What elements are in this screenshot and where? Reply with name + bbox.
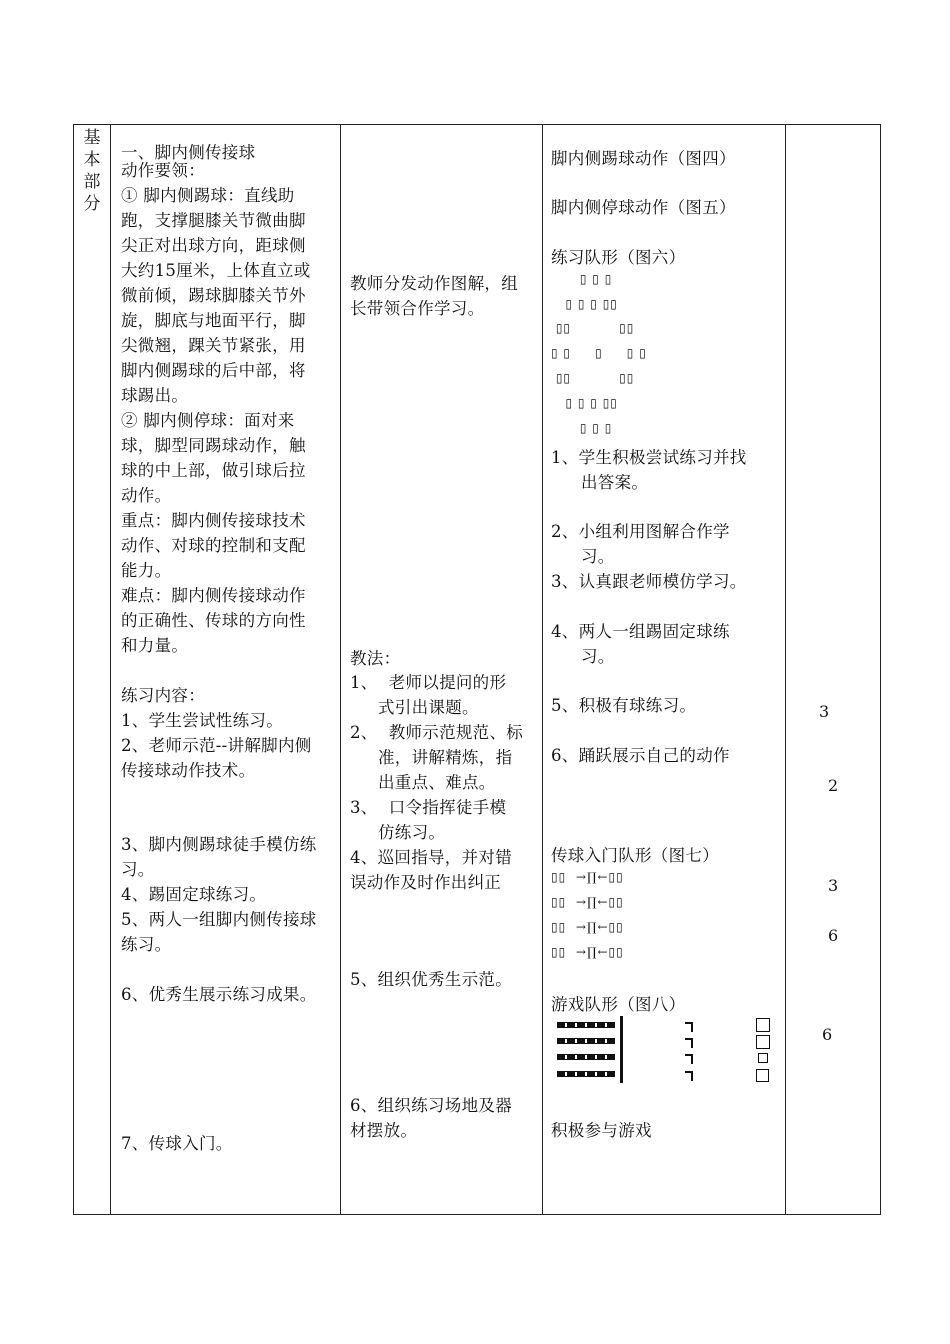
method-item: 材摆放。: [350, 1121, 418, 1140]
figure-caption: 练习队形（图六）: [551, 248, 686, 267]
formation-row: ▯ ▯ ▯ ▯▯: [551, 396, 618, 410]
goal-box-icon: [758, 1053, 768, 1063]
content-line: 动作要领：: [121, 161, 205, 180]
content-line: ① 脚内侧踢球：直线助: [121, 186, 295, 205]
content-line: 脚内侧踢球的后中部，将: [121, 361, 306, 380]
method-intro: 长带领合作学习。: [350, 299, 485, 318]
practice-item: 练习。: [121, 935, 172, 954]
count-value: 3: [819, 702, 830, 721]
team-row: [557, 1038, 615, 1044]
content-line: 球的中上部，做引球后拉: [121, 461, 306, 480]
content-line: 难点：脚内侧传接球动作: [121, 586, 306, 605]
team-row: [557, 1054, 615, 1060]
method-item: 仿练习。: [378, 823, 446, 842]
content-line: 大约15厘米，上体直立或: [121, 261, 311, 280]
formation-row: ▯▯ ▯▯: [551, 371, 635, 385]
practice-item: 习。: [121, 860, 155, 879]
content-line: 微前倾，踢球脚膝关节外: [121, 286, 306, 305]
count-value: 2: [828, 776, 839, 795]
formation-row: ▯ ▯ ▯ ▯ ▯: [551, 346, 647, 360]
student-item: 习。: [581, 547, 615, 566]
team-row: [557, 1071, 615, 1077]
student-item: 4、两人一组踢固定球练: [551, 622, 730, 641]
formation-row: ▯▯ →∏←▯▯: [551, 920, 624, 934]
student-item: 1、学生积极尝试练习并找: [551, 448, 747, 467]
marker-icon: [691, 1054, 693, 1064]
formation-row: ▯ ▯ ▯ ▯▯: [551, 297, 618, 311]
formation-row: ▯ ▯ ▯: [551, 421, 613, 435]
figure-caption: 脚内侧停球动作（图五）: [551, 198, 736, 217]
section-label: 基 本 部 分: [83, 128, 101, 214]
practice-item: 5、两人一组脚内侧传接球: [121, 910, 317, 929]
practice-item: 6、优秀生展示练习成果。: [121, 985, 317, 1004]
method-intro: 教师分发动作图解，组: [350, 274, 518, 293]
method-item: 2、 教师示范规范、标: [350, 723, 524, 742]
content-line: 跑，支撑腿膝关节微曲脚: [121, 211, 306, 230]
student-item: 出答案。: [581, 473, 649, 492]
figure-caption: 游戏队形（图八）: [551, 995, 686, 1014]
method-item: 5、组织优秀生示范。: [350, 970, 512, 989]
figure-caption: 传球入门队形（图七）: [551, 846, 719, 865]
practice-title: 练习内容：: [121, 686, 205, 705]
method-item: 4、巡回指导，并对错: [350, 848, 512, 867]
formation-row: ▯▯ →∏←▯▯: [551, 895, 624, 909]
marker-icon: [691, 1022, 693, 1032]
practice-item: 2、老师示范--讲解脚内侧: [121, 736, 312, 755]
practice-item: 4、踢固定球练习。: [121, 885, 267, 904]
formation-row: ▯▯ →∏←▯▯: [551, 945, 624, 959]
method-item: 出重点、难点。: [378, 773, 496, 792]
column-divider: [542, 124, 543, 1215]
method-title: 教法：: [350, 649, 401, 668]
formation-row: ▯ ▯ ▯: [551, 272, 613, 286]
practice-item: 传接球动作技术。: [121, 761, 256, 780]
column-divider: [785, 124, 786, 1215]
student-item: 积极参与游戏: [551, 1121, 652, 1140]
goal-box-icon: [756, 1035, 770, 1049]
count-value: 6: [828, 926, 839, 945]
method-item: 6、组织练习场地及器: [350, 1096, 512, 1115]
marker-icon: [691, 1071, 693, 1081]
goal-box-icon: [756, 1069, 769, 1082]
formation-row: ▯▯ ▯▯: [551, 321, 635, 335]
start-line: [620, 1016, 623, 1083]
marker-icon: [691, 1038, 693, 1048]
content-line: 球，脚型同踢球动作，触: [121, 436, 306, 455]
student-item: 3、认真跟老师模仿学习。: [551, 572, 747, 591]
content-line: 和力量。: [121, 636, 189, 655]
content-line: 能力。: [121, 561, 172, 580]
practice-item: 7、传球入门。: [121, 1134, 233, 1153]
content-line: 动作。: [121, 486, 172, 505]
column-divider: [110, 124, 111, 1215]
content-line: 一、脚内侧传接球: [121, 143, 256, 162]
method-item: 1、 老师以提问的形: [350, 673, 507, 692]
count-value: 3: [828, 876, 839, 895]
formation-row: ▯▯ →∏←▯▯: [551, 870, 624, 884]
student-item: 习。: [581, 647, 615, 666]
student-item: 2、小组利用图解合作学: [551, 522, 730, 541]
count-value: 6: [822, 1025, 833, 1044]
column-divider: [340, 124, 341, 1215]
content-line: ② 脚内侧停球：面对来: [121, 411, 295, 430]
content-line: 重点：脚内侧传接球技术: [121, 511, 306, 530]
content-line: 球踢出。: [121, 386, 189, 405]
practice-item: 1、学生尝试性练习。: [121, 711, 283, 730]
content-line: 的正确性、传球的方向性: [121, 611, 306, 630]
figure-caption: 脚内侧踢球动作（图四）: [551, 149, 736, 168]
content-line: 旋，脚底与地面平行，脚: [121, 311, 306, 330]
student-item: 5、积极有球练习。: [551, 696, 697, 715]
method-item: 3、 口令指挥徒手模: [350, 798, 507, 817]
practice-item: 3、脚内侧踢球徒手模仿练: [121, 835, 317, 854]
method-item: 准，讲解精炼，指: [378, 748, 513, 767]
content-line: 动作、对球的控制和支配: [121, 536, 306, 555]
method-item: 误动作及时作出纠正: [350, 873, 502, 892]
content-line: 尖正对出球方向，距球侧: [121, 236, 306, 255]
team-row: [557, 1022, 615, 1028]
student-item: 6、踊跃展示自己的动作: [551, 746, 730, 765]
goal-box-icon: [756, 1018, 770, 1032]
content-line: 尖微翘，踝关节紧张，用: [121, 336, 306, 355]
method-item: 式引出课题。: [378, 698, 479, 717]
